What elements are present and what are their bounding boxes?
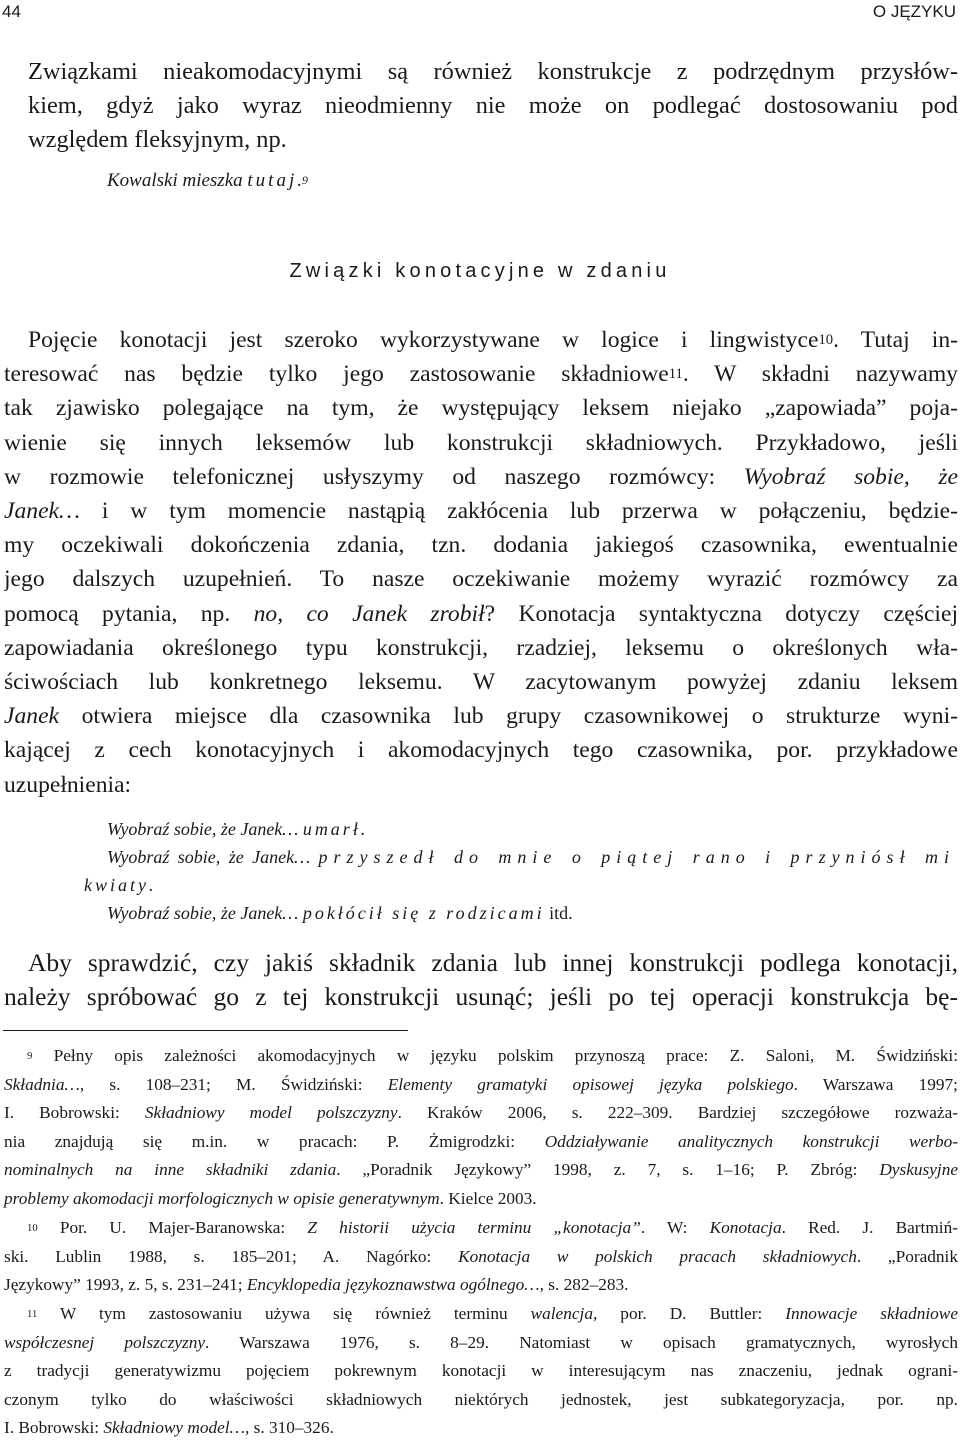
example-sentence: Kowalski mieszka tutaj.$^9$ [107,170,308,191]
footnote-10 [4,1214,958,1300]
footnote-line: $^{11}$ W tym zastosowaniu używa się również terminu walencja, por. D. Buttler: Innowacje składniowe [27,1304,958,1323]
text-line: Związkami nieakomodacyjnymi są również konstrukcje z podrzędnym przysłów- [28,58,958,85]
emphasized-word: tutaj [247,170,298,191]
text-line: teresować nas będzie tylko jego zastosowanie składniowe$^{11}$. W składni nazywamy [4,361,958,388]
text-line: uzupełnienia: [4,771,132,798]
footnote-line: nominalnych na inne składniki zdania. „Poradnik Językowy” 1998, z. 7, s. 1–16; P. Zbróg: Dyskusyjne [4,1160,959,1180]
footnote-9 [4,1042,958,1214]
footnote-ref[interactable]: 11 [668,366,683,383]
text-line: wienie się innych leksemów lub konstrukcji składniowych. Przykładowo, jeśli [4,429,958,456]
example-item: Wyobraź sobie, że Janek… umarł. [107,819,366,839]
text-line: względem fleksyjnym, np. [28,126,287,153]
example-list [0,815,960,927]
footnote-line: $^{10}$ Por. U. Majer-Baranowska: Z historii użycia terminu „konotacja”. W: Konotacja. Red. J. Bartmiń- [27,1218,958,1237]
example-item: Wyobraź sobie, że Janek… przyszedł do mnie o piątej rano i przyniósł mi [107,847,955,867]
footnote-separator [3,1030,408,1031]
footnote-ref[interactable]: 10 [818,332,834,349]
footnote-line: czonym tylko do właściwości składniowych niektórych jednostek, jest subkategoryzacja, por. np. [4,1389,958,1409]
text-line: ściwościach lub konkretnego leksemu. W zacytowanym powyżej zdaniu leksem [4,669,958,696]
footnote-line: Składnia…, s. 108–231; M. Świdziński: Elementy gramatyki opisowej języka polskiego. Warszawa 1997; [4,1074,958,1094]
footnote-line: I. Bobrowski: Składniowy model polszczyzny. Kraków 2006, s. 222–309. Bardziej szczegółowe rozważa- [4,1103,958,1123]
running-header [0,0,960,28]
text-line: należy spróbować go z tej konstrukcji usunąć; jeśli po tej operacji konstrukcja bę- [4,982,958,1011]
text-line: Janek… i w tym momencie nastąpią zakłócenia lub przerwa w połączeniu, będzie- [4,498,958,525]
footnote-line: ski. Lublin 1988, s. 185–201; A. Nagórko: Konotacja w polskich pracach składniowych. „Poradnik [4,1246,958,1266]
footnote-line: współczesnej polszczyzny. Warszawa 1976, s. 8–29. Natomiast w opisach gramatycznych, wyrosłych [4,1332,958,1352]
text-line: Janek otwiera miejsce dla czasownika lub grupy czasownikowej o strukturze wyni- [4,703,958,730]
text-line: my oczekiwali dokończenia zdania, tzn. dodania jakiegoś czasownika, ewentualnie [4,532,958,559]
text-line: kającej z cech konotacyjnych i akomodacyjnych tego czasownika, por. przykładowe [4,737,958,764]
text-line: w rozmowie telefonicznej usłyszymy od naszego rozmówcy: Wyobraź sobie, że [4,463,958,490]
text-line: jego dalszych uzupełnień. To nasze oczekiwanie możemy wyrazić rozmówcy za [4,566,958,593]
text-line: pomocą pytania, np. no, co Janek zrobił? Konotacja syntaktyczna dotyczy częściej [4,600,958,627]
text-line: kiem, gdyż jako wyraz nieodmienny nie może on podlegać dostosowaniu pod [28,92,958,119]
footnote-line: problemy akomodacji morfologicznych w opisie generatywnym. Kielce 2003. [4,1188,537,1208]
footnote-number: 10 [27,1221,38,1234]
footnote-11 [4,1300,958,1443]
footnote-number: 9 [27,1049,33,1062]
page-number: 44 [2,2,21,21]
footnote-line: $^9$ Pełny opis zależności akomodacyjnych w języku polskim przynoszą prace: Z. Saloni, M. Świdziński: [27,1046,958,1065]
text-line: tak zjawisko polegające na tym, że występujący leksem niejako „zapowiada” poja- [4,395,958,422]
text-line: Pojęcie konotacji jest szeroko wykorzystywane w logice i lingwistyce$^{10}$. Tutaj in- [28,327,958,353]
footnote-line: z tradycji generatywizmu pojęciem pokrewnym konotacji w interesującym nas znaczeniu, jednak ograni- [4,1361,958,1381]
example-item: Wyobraź sobie, że Janek… pokłócił się z rodzicami itd. [107,903,573,923]
text-line: zapowiadania określonego typu konstrukcji, rzadziej, leksemu o określonych wła- [4,634,958,661]
running-title: O JĘZYKU [872,2,956,21]
footnote-ref[interactable]: 9 [301,173,308,187]
text-line: Aby sprawdzić, czy jakiś składnik zdania lub innej konstrukcji podlega konotacji, [28,948,958,977]
paragraph-intro [28,55,958,157]
footnote-line: I. Bobrowski: Składniowy model…, s. 310–326. [4,1418,334,1438]
example-item-continued: kwiaty. [84,875,154,895]
footnote-number: 11 [27,1307,38,1320]
footnote-line: Językowy” 1993, z. 5, s. 231–241; Encyklopedia językoznawstwa ogólnego…, s. 282–283. [4,1275,629,1295]
section-heading: Związki konotacyjne w zdaniu [289,260,671,282]
paragraph-test [4,946,958,1014]
paragraph-konotacja [4,323,958,802]
footnote-line: nia znajdują się m.in. w pracach: P. Żmigrodzki: Oddziaływanie analitycznych konstrukcji werbo- [4,1131,958,1151]
